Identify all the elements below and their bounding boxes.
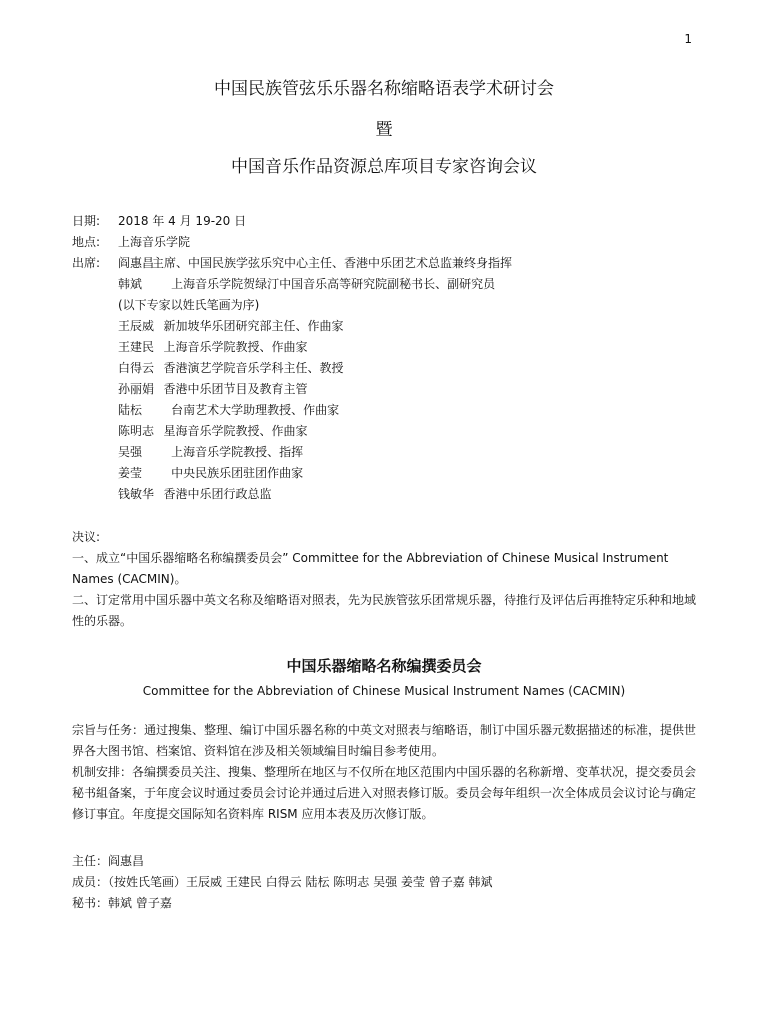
attendee-role: 上海音乐学院教授、作曲家 xyxy=(163,340,308,354)
attendee-row xyxy=(72,274,512,295)
attendee-role: 香港演艺学院音乐学科主任、教授 xyxy=(163,361,344,375)
attendee-name: 陆枟 xyxy=(118,403,143,417)
attendee-role: 香港中乐团行政总监 xyxy=(163,487,272,501)
chair-line: 主任：阎惠昌 xyxy=(72,854,145,868)
attendee-row xyxy=(72,421,512,442)
title-connector: 暨 xyxy=(375,120,393,140)
date-value: 2018 年 4 月 19-20 日 xyxy=(118,214,247,228)
attendee-role: 香港中乐团节目及教育主管 xyxy=(163,382,308,396)
date-row xyxy=(72,211,512,232)
committee-description xyxy=(72,720,698,825)
location-label: 地点: xyxy=(72,235,101,249)
attendee-role: 主席、中国民族学弦乐究中心主任、香港中乐团艺术总监兼终身指挥 xyxy=(152,256,513,270)
document-subtitle: 中国音乐作品资源总库项目专家咨询会议 xyxy=(231,157,537,177)
attendee-role: 台南艺术大学助理教授、作曲家 xyxy=(171,403,340,417)
resolution-item: 二、订定常用中国乐器中英文名称及缩略语对照表，先为民族管弦乐团常规乐器，待推行及评估后再推特定乐种和地域性的乐器。 xyxy=(72,593,697,628)
attendee-row xyxy=(72,358,512,379)
meeting-info xyxy=(72,211,512,505)
resolution-heading: 决议: xyxy=(72,530,101,544)
attendee-role: 上海音乐学院贺绿汀中国音乐高等研究院副秘书长、副研究员 xyxy=(171,277,496,291)
committee-members xyxy=(72,851,493,914)
attendee-row xyxy=(72,463,512,484)
attendee-row xyxy=(72,379,512,400)
members-line: 成员：（按姓氏笔画）王辰威 王建民 白得云 陆枟 陈明志 吴强 姜莹 曾子嘉 韩斌 xyxy=(72,875,493,889)
attendee-name: 孙丽娟 xyxy=(118,382,155,396)
attendee-row xyxy=(72,316,512,337)
date-label: 日期: xyxy=(72,214,101,228)
attendee-name: 钱敏华 xyxy=(118,487,155,501)
purpose-paragraph: 宗旨与任务：通过搜集、整理、编订中国乐器名称的中英文对照表与缩略语，制订中国乐器元数据描述的标准，提供世界各大图书馆、档案馆、资料馆在涉及相关领域编目时编目参考使用。 xyxy=(72,723,697,758)
committee-subtitle: Committee for the Abbreviation of Chinese Musical Instrument Names (CACMIN) xyxy=(142,684,626,698)
resolution-section xyxy=(72,527,700,632)
attendee-name: 吴强 xyxy=(118,445,143,459)
mechanism-paragraph: 机制安排：各编撰委员关注、搜集、整理所在地区与不仅所在地区范围内中国乐器的名称新增、变革状况，提交委员会秘书組备案，于年度会议时通过委员会讨论并通过后进入对照表修订版。委员会每年组织一次全体成员会议讨论与确定修订事宜。年度提交国际知名资料库 RISM 应用本表及历次修订版。 xyxy=(72,765,697,821)
attendee-name: 姜莹 xyxy=(118,466,143,480)
attendee-name: 王建民 xyxy=(118,340,155,354)
attendee-role: 新加坡华乐团研究部主任、作曲家 xyxy=(163,319,344,333)
attendee-name: 韩斌 xyxy=(118,277,143,291)
attendee-row xyxy=(72,400,512,421)
page-number: 1 xyxy=(684,32,692,46)
attendee-name: 阎惠昌 xyxy=(118,256,155,270)
attendees-label: 出席: xyxy=(72,256,101,270)
resolution-item: 一、成立“中国乐器缩略名称编撰委员会” Committee for the Abbreviation of Chinese Musical Instrument Names (CACMIN)。 xyxy=(72,551,669,586)
location-row xyxy=(72,232,512,253)
document-title: 中国民族管弦乐乐器名称缩略语表学术研讨会 xyxy=(214,79,554,99)
attendee-row xyxy=(72,484,512,505)
attendee-role: 中央民族乐团驻团作曲家 xyxy=(171,466,304,480)
attendee-role: 星海音乐学院教授、作曲家 xyxy=(163,424,308,438)
attendee-name: 陈明志 xyxy=(118,424,155,438)
committee-title: 中国乐器缩略名称编撰委员会 xyxy=(286,657,482,675)
attendee-name: 白得云 xyxy=(118,361,155,375)
attendee-role: 上海音乐学院教授、指挥 xyxy=(171,445,304,459)
attendee-order-note xyxy=(72,295,512,316)
attendee-role: (以下专家以姓氏笔画为序) xyxy=(118,298,260,312)
attendee-name: 王辰威 xyxy=(118,319,155,333)
attendee-row xyxy=(72,442,512,463)
attendee-row xyxy=(72,337,512,358)
location-value: 上海音乐学院 xyxy=(118,235,191,249)
attendee-row xyxy=(72,253,512,274)
secretary-line: 秘书：韩斌 曾子嘉 xyxy=(72,896,172,910)
